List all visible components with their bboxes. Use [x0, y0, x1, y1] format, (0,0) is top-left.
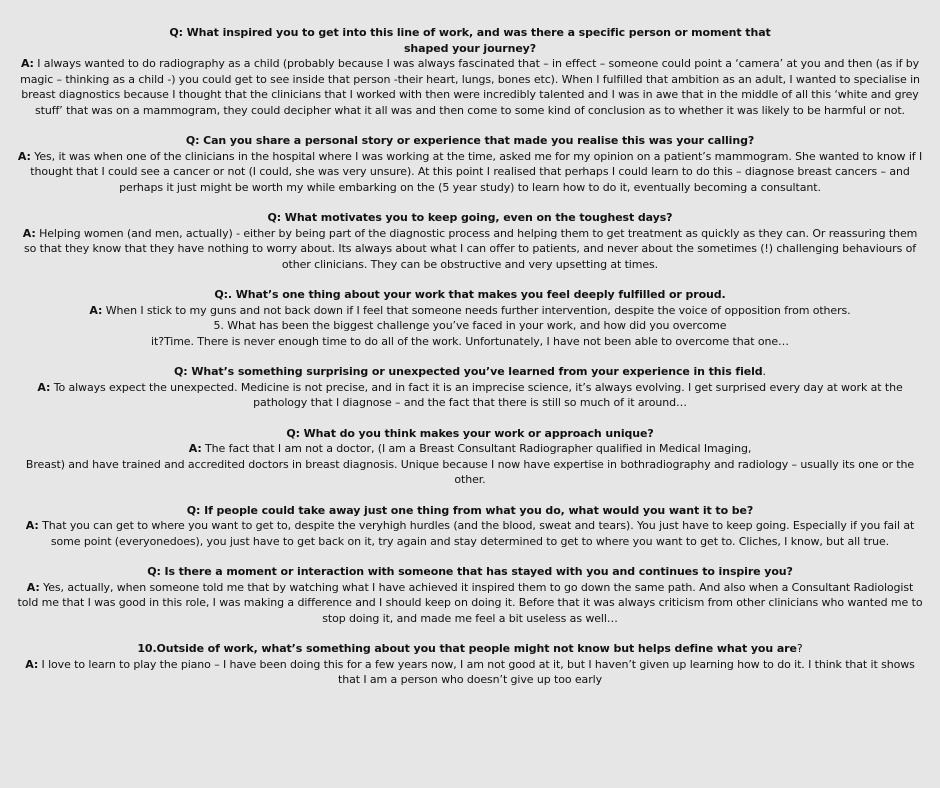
question-line: Q: What motivates you to keep going, even on the toughest days?: [267, 211, 673, 224]
qa-block-2: [16, 133, 924, 195]
qa-block-3: [16, 210, 924, 272]
question-line: 10.Outside of work, what’s something about you that people might not know but helps define what you are: [137, 642, 797, 655]
question-suffix: ?: [796, 642, 803, 655]
question-line: Q: What inspired you to get into this line of work, and was there a specific person or moment that: [169, 26, 771, 39]
question-line: Q: Is there a moment or interaction with someone that has stayed with you and continues to inspire you?: [147, 565, 793, 578]
qa-block-4: [16, 287, 924, 349]
question: [16, 426, 924, 442]
question: [16, 641, 924, 657]
qa-block-5: [16, 364, 924, 411]
extra-question-line: 5. What has been the biggest challenge you’ve faced in your work, and how did you overcome: [213, 319, 727, 332]
answer-prefix: A:: [22, 226, 36, 240]
answer-text: Yes, actually, when someone told me that by watching what I have achieved it inspired them to go down the same path. And also when a Consultant Radiologist told me that I was good in this role, I was making a difference and I should keep on doing it. Before that it was always criticism from other clinicians who wanted me to stop doing it, and made me feel a bit useless as well…: [17, 580, 923, 625]
answer-prefix: A:: [188, 442, 202, 455]
question-suffix: .: [762, 365, 766, 378]
answer-prefix: A:: [17, 149, 31, 163]
answer-text: I love to learn to play the piano – I have been doing this for a few years now, I am not good at it, but I haven’t given up learning how to do it. I think that it shows that I am a person who doesn’t give up too early: [41, 657, 915, 686]
answer-prefix: A:: [25, 519, 39, 532]
question-line: Q: What’s something surprising or unexpected you’ve learned from your experience in this field: [174, 365, 763, 378]
answer: [16, 380, 924, 411]
question-line: Q: What do you think makes your work or approach unique?: [286, 426, 654, 440]
answer-text: When I stick to my guns and not back down if I feel that someone needs further intervention, despite the voice of opposition from others.: [105, 303, 851, 317]
answer-text: Yes, it was when one of the clinicians in the hospital where I was working at the time, asked me for my opinion on a patient’s mammogram. She wanted to know if I thought that I could see a cancer or not (I could, she was very unsure). At this point I realised that perhaps I could learn to do this – diagnose breast cancers – and perhaps it just might be worth my while embarking on the (5 year study) to learn how to do it, eventually becoming a consultant.: [30, 149, 923, 194]
question-line: Q: If people could take away just one thing from what you do, what would you want it to be?: [186, 503, 754, 517]
answer-prefix: A:: [25, 657, 39, 671]
answer: [16, 303, 924, 319]
qa-block-8: [16, 564, 924, 626]
answer: [16, 580, 924, 627]
qa-block-6: [16, 426, 924, 488]
answer-text: To always expect the unexpected. Medicine is not precise, and in fact it is an imprecise science, it’s always evolving. I get surprised every day at work at the pathology that I diagnose – and the fact that there is still so much of it around…: [53, 380, 903, 409]
question: [16, 564, 924, 580]
question-line: Q:. What’s one thing about your work that makes you feel deeply fulfilled or proud.: [214, 288, 726, 301]
answer: [16, 56, 924, 118]
extra-answer-line: it?Time. There is never enough time to do all of the work. Unfortunately, I have not been able to overcome that one…: [151, 334, 789, 348]
answer: [16, 657, 924, 688]
question: [16, 287, 924, 303]
answer-text: The fact that I am not a doctor, (I am a Breast Consultant Radiographer qualified in Medical Imaging,: [205, 442, 752, 455]
qa-block-7: [16, 503, 924, 550]
answer: [16, 226, 924, 273]
qa-block-1: [16, 25, 924, 118]
question: [16, 133, 924, 149]
answer-text: Helping women (and men, actually) - either by being part of the diagnostic process and helping them to get treatment as quickly as they can. Or reassuring them so that they know that they have nothing to worry about. Its always about what I can offer to patients, and never about the sometimes (!) challenging behaviours of other clinicians. They can be obstructive and very upsetting at times.: [23, 226, 918, 271]
answer-prefix: A:: [20, 57, 34, 70]
qa-block-9: [16, 641, 924, 688]
question-line: Q: Can you share a personal story or experience that made you realise this was your calling?: [185, 134, 755, 147]
question: [16, 25, 924, 56]
answer-text: I always wanted to do radiography as a child (probably because I was always fascinated that – in effect – someone could point a ‘camera’ at you and then (as if by magic – thinking as a child -) you could get to see inside that person -their heart, lungs, bones etc). When I fulfilled that ambition as an adult, I wanted to specialise in breast diagnostics because I thought that the clinicians that I worked with then were incredibly talented and I was in awe that in the middle of all this ‘white and grey stuff’ that was on a mammogram, they could decipher what it all was and then come to some kind of conclusion as to whether it was likely to be harmful or not.: [20, 57, 920, 117]
question: [16, 210, 924, 226]
answer-prefix: A:: [37, 380, 51, 394]
answer: [16, 149, 924, 196]
question: [16, 503, 924, 519]
answer: [16, 518, 924, 549]
question: [16, 364, 924, 380]
answer-text: That you can get to where you want to get to, despite the veryhigh hurdles (and the blood, sweat and tears). You just have to keep going. Especially if you fail at some point (everyonedoes), you just have to get back on it, try again and stay determined to get to where you want to get to. Cliches, I know, but all true.: [42, 519, 915, 548]
answer: [16, 441, 924, 457]
question-line: shaped your journey?: [403, 41, 537, 55]
answer-prefix: A:: [26, 580, 40, 594]
answer-continued: Breast) and have trained and accredited doctors in breast diagnosis. Unique because I now have expertise in bothradiography and radiology – usually its one or the other.: [25, 457, 915, 486]
answer-prefix: A:: [89, 303, 103, 317]
